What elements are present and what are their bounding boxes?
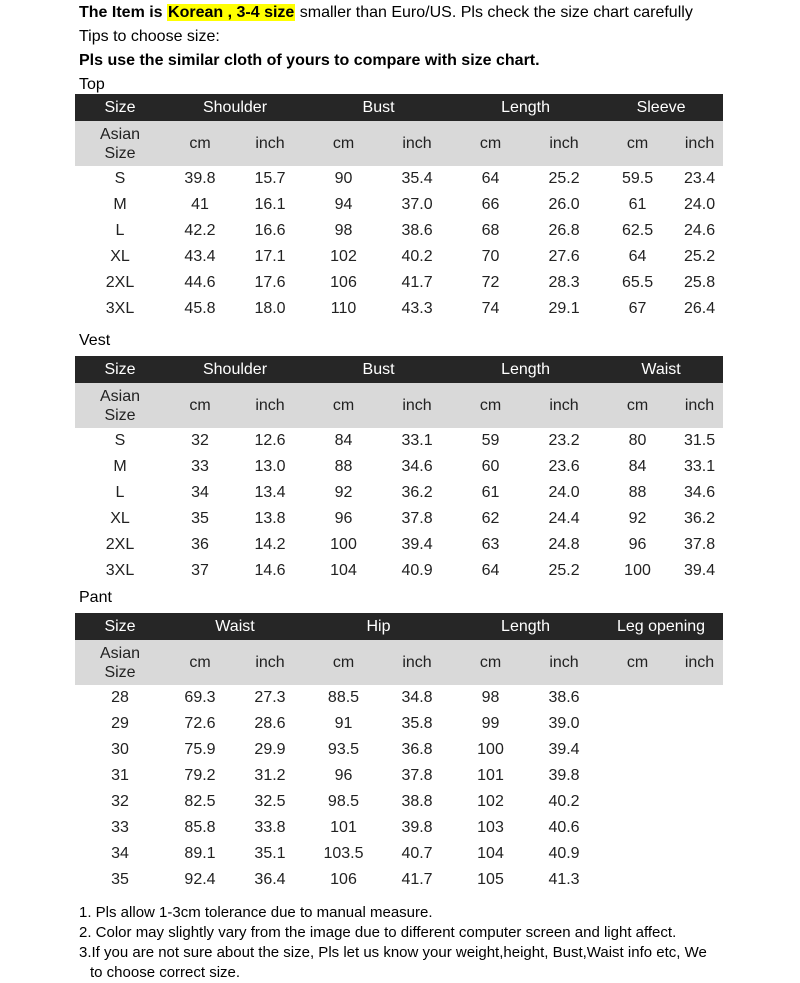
pant-value-cell: 40.9 — [548, 845, 580, 862]
top-value-cell: 26.4 — [683, 300, 716, 317]
vest-asian-size-label — [75, 383, 165, 428]
top-unit-cell: cm — [452, 121, 529, 166]
vest-value-cell: 33 — [191, 458, 209, 475]
vest-value-cell: 12.6 — [254, 432, 286, 449]
top-value-cell: 72 — [481, 274, 500, 291]
vest-value-cell: 33.1 — [683, 458, 716, 475]
pant-data-row — [75, 737, 723, 763]
vest-value-cell: 34.6 — [401, 458, 433, 475]
top-unit-cell: inch — [235, 121, 305, 166]
vest-value-cell: 39.4 — [401, 536, 433, 553]
vest-value-cell: 64 — [481, 562, 500, 579]
vest-value-cell: 13.0 — [254, 458, 286, 475]
note-color: 2. Color may slightly vary from the image due to different computer screen and light affect. — [79, 924, 677, 941]
top-value-cell: 45.8 — [184, 300, 216, 317]
pant-value-cell: 41.7 — [401, 871, 433, 888]
top-value-cell: 70 — [481, 248, 500, 265]
pant-value-cell: 39.8 — [548, 767, 580, 784]
pant-value-cell: 103.5 — [323, 845, 364, 862]
vest-size-cell: 2XL — [105, 536, 135, 553]
vest-header-cell: Length — [452, 356, 599, 383]
vest-value-cell: 96 — [334, 510, 353, 527]
pant-value-cell — [676, 737, 723, 763]
pant-value-cell — [599, 841, 676, 867]
pant-size-table — [75, 613, 723, 893]
note-contact: 3.If you are not sure about the size, Pls let us know your weight,height, Bust,Waist info etc, We — [79, 944, 707, 961]
vest-value-cell: 24.0 — [548, 484, 580, 501]
vest-value-cell: 33.1 — [401, 432, 433, 449]
top-value-cell: 62.5 — [621, 222, 654, 239]
vest-value-cell: 14.2 — [254, 536, 286, 553]
vest-value-cell: 35 — [191, 510, 209, 527]
pant-value-cell: 98.5 — [327, 793, 360, 810]
top-size-cell: 2XL — [105, 274, 135, 291]
pant-value-cell: 92.4 — [184, 871, 216, 888]
pant-value-cell — [676, 763, 723, 789]
vest-value-cell: 37 — [191, 562, 209, 579]
vest-value-cell: 13.4 — [254, 484, 286, 501]
vest-data-row — [75, 532, 723, 558]
vest-value-cell: 24.4 — [548, 510, 580, 527]
top-value-cell: 24.0 — [683, 196, 716, 213]
pant-value-cell — [599, 685, 676, 711]
pant-value-cell — [676, 841, 723, 867]
pant-value-cell: 29.9 — [254, 741, 286, 758]
pant-value-cell: 35.8 — [401, 715, 433, 732]
top-value-cell: 23.4 — [683, 170, 716, 187]
vest-value-cell: 25.2 — [548, 562, 580, 579]
top-value-cell: 17.6 — [254, 274, 286, 291]
vest-value-cell: 23.2 — [548, 432, 580, 449]
pant-value-cell: 39.8 — [401, 819, 433, 836]
pant-value-cell: 39.0 — [548, 715, 580, 732]
vest-unit-cell: cm — [452, 383, 529, 428]
vest-unit-cell: cm — [599, 383, 676, 428]
pant-value-cell: 40.7 — [401, 845, 433, 862]
pant-value-cell: 36.8 — [401, 741, 433, 758]
vest-value-cell: 32 — [191, 432, 209, 449]
top-value-cell: 67 — [628, 300, 647, 317]
pant-value-cell: 31.2 — [254, 767, 286, 784]
top-size-cell: 3XL — [105, 300, 135, 317]
pant-unit-cell: inch — [235, 640, 305, 685]
pant-unit-cell: cm — [305, 640, 382, 685]
vest-value-cell: 36.2 — [683, 510, 716, 527]
top-value-cell: 29.1 — [548, 300, 580, 317]
pant-value-cell: 103 — [477, 819, 504, 836]
vest-size-cell: L — [115, 484, 125, 501]
pant-unit-cell: inch — [382, 640, 452, 685]
pant-value-cell: 79.2 — [184, 767, 216, 784]
pant-unit-cell: cm — [165, 640, 235, 685]
top-value-cell: 28.3 — [548, 274, 580, 291]
top-unit-cell: inch — [529, 121, 599, 166]
pant-value-cell: 93.5 — [327, 741, 360, 758]
top-value-cell: 43.3 — [401, 300, 433, 317]
top-section-label: Top — [79, 76, 105, 93]
vest-value-cell: 40.9 — [401, 562, 433, 579]
pant-unit-cell: inch — [529, 640, 599, 685]
pant-header-cell: Leg opening — [599, 613, 723, 640]
pant-value-cell: 82.5 — [184, 793, 216, 810]
top-value-cell: 37.0 — [401, 196, 433, 213]
top-value-cell: 42.2 — [184, 222, 216, 239]
pant-value-cell — [599, 867, 676, 893]
top-value-cell: 26.8 — [548, 222, 580, 239]
vest-value-cell: 100 — [624, 562, 651, 579]
vest-unit-cell: cm — [165, 383, 235, 428]
item-prefix: The Item is — [79, 4, 163, 21]
vest-unit-cell: inch — [382, 383, 452, 428]
vest-data-row — [75, 558, 723, 584]
vest-value-cell: 62 — [481, 510, 500, 527]
top-value-cell: 24.6 — [683, 222, 716, 239]
pant-data-row — [75, 763, 723, 789]
vest-unit-cell: inch — [676, 383, 723, 428]
pant-data-row — [75, 711, 723, 737]
vest-unit-cell: cm — [305, 383, 382, 428]
note-contact-cont: to choose correct size. — [90, 964, 241, 981]
top-data-row — [75, 218, 723, 244]
top-header-cell: Shoulder — [165, 94, 305, 121]
pant-value-cell: 99 — [481, 715, 500, 732]
pant-unit-cell: cm — [599, 640, 676, 685]
vest-value-cell: 60 — [481, 458, 500, 475]
top-value-cell: 74 — [481, 300, 500, 317]
vest-size-cell: 3XL — [105, 562, 135, 579]
top-size-cell: L — [115, 222, 125, 239]
vest-value-cell: 31.5 — [683, 432, 716, 449]
vest-value-cell: 63 — [481, 536, 500, 553]
pant-value-cell: 38.6 — [548, 689, 580, 706]
vest-value-cell: 88 — [628, 484, 647, 501]
pant-value-cell — [676, 685, 723, 711]
vest-header-cell: Waist — [599, 356, 723, 383]
asian-label: Asian — [99, 125, 141, 143]
pant-size-cell: 35 — [111, 871, 129, 888]
top-value-cell: 27.6 — [548, 248, 580, 265]
vest-unit-cell: inch — [235, 383, 305, 428]
top-unit-cell: cm — [599, 121, 676, 166]
top-value-cell: 65.5 — [621, 274, 654, 291]
top-value-cell: 16.1 — [254, 196, 286, 213]
pant-asian-size-label — [75, 640, 165, 685]
top-data-row — [75, 296, 723, 322]
vest-header-cell: Shoulder — [165, 356, 305, 383]
vest-value-cell: 37.8 — [401, 510, 433, 527]
pant-value-cell: 72.6 — [184, 715, 216, 732]
pant-unit-cell: cm — [452, 640, 529, 685]
top-value-cell: 43.4 — [184, 248, 216, 265]
vest-value-cell: 104 — [330, 562, 357, 579]
pant-value-cell: 100 — [477, 741, 504, 758]
vest-value-cell: 14.6 — [254, 562, 286, 579]
pant-value-cell: 91 — [334, 715, 353, 732]
pant-size-cell: 32 — [111, 793, 129, 810]
vest-size-table — [75, 356, 723, 584]
pant-unit-row — [75, 640, 723, 685]
pant-value-cell: 101 — [330, 819, 357, 836]
pant-size-cell: 33 — [111, 819, 129, 836]
pant-value-cell: 36.4 — [254, 871, 286, 888]
pant-size-cell: 34 — [111, 845, 129, 862]
top-value-cell: 25.2 — [683, 248, 716, 265]
pant-value-cell: 41.3 — [548, 871, 580, 888]
vest-value-cell: 39.4 — [683, 562, 716, 579]
top-value-cell: 61 — [628, 196, 647, 213]
compare-advice: Pls use the similar cloth of yours to compare with size chart. — [79, 52, 540, 69]
vest-value-cell: 59 — [481, 432, 500, 449]
top-value-cell: 25.2 — [548, 170, 580, 187]
top-value-cell: 40.2 — [401, 248, 433, 265]
pant-value-cell — [676, 867, 723, 893]
vest-unit-cell: inch — [529, 383, 599, 428]
top-value-cell: 90 — [334, 170, 353, 187]
top-value-cell: 68 — [481, 222, 500, 239]
top-unit-cell: inch — [676, 121, 723, 166]
vest-section-label: Vest — [79, 332, 111, 349]
vest-value-cell: 92 — [334, 484, 353, 501]
top-unit-cell: cm — [165, 121, 235, 166]
vest-value-cell: 80 — [628, 432, 647, 449]
vest-size-cell: S — [114, 432, 126, 449]
pant-value-cell: 28.6 — [254, 715, 286, 732]
top-size-cell: XL — [110, 248, 130, 265]
vest-value-cell: 34.6 — [683, 484, 716, 501]
top-unit-row — [75, 121, 723, 166]
pant-size-cell: 29 — [111, 715, 129, 732]
vest-value-cell: 61 — [481, 484, 500, 501]
pant-value-cell: 33.8 — [254, 819, 286, 836]
korean-size-highlight: Korean , 3-4 size — [168, 4, 295, 21]
top-header-cell: Sleeve — [599, 94, 723, 121]
vest-value-cell: 34 — [191, 484, 209, 501]
vest-value-cell: 92 — [628, 510, 647, 527]
vest-size-cell: XL — [110, 510, 130, 527]
top-value-cell: 110 — [330, 300, 357, 317]
vest-value-cell: 23.6 — [548, 458, 580, 475]
vest-data-row — [75, 506, 723, 532]
size-label: Size — [104, 406, 136, 424]
vest-unit-row — [75, 383, 723, 428]
pant-value-cell: 104 — [477, 845, 504, 862]
pant-value-cell — [676, 711, 723, 737]
pant-value-cell: 38.8 — [401, 793, 433, 810]
pant-value-cell — [676, 815, 723, 841]
top-data-row — [75, 192, 723, 218]
vest-value-cell: 84 — [628, 458, 647, 475]
top-value-cell: 44.6 — [184, 274, 216, 291]
asian-label: Asian — [99, 644, 141, 662]
top-header-cell: Size — [75, 94, 165, 121]
top-data-row — [75, 270, 723, 296]
vest-value-cell: 37.8 — [683, 536, 716, 553]
top-value-cell: 16.6 — [254, 222, 286, 239]
top-unit-cell: inch — [382, 121, 452, 166]
note-tolerance: 1. Pls allow 1-3cm tolerance due to manual measure. — [79, 904, 433, 921]
size-label: Size — [104, 663, 136, 681]
pant-value-cell: 89.1 — [184, 845, 216, 862]
pant-value-cell: 96 — [334, 767, 353, 784]
pant-value-cell: 35.1 — [254, 845, 286, 862]
vest-data-row — [75, 454, 723, 480]
top-size-cell: M — [113, 196, 127, 213]
pant-header-cell: Hip — [305, 613, 452, 640]
pant-value-cell: 98 — [481, 689, 500, 706]
pant-value-cell — [599, 763, 676, 789]
top-value-cell: 17.1 — [254, 248, 286, 265]
pant-header-cell: Length — [452, 613, 599, 640]
size-label: Size — [104, 144, 136, 162]
pant-data-row — [75, 867, 723, 893]
item-suffix: smaller than Euro/US. Pls check the size chart carefully — [299, 4, 693, 21]
vest-value-cell: 84 — [334, 432, 353, 449]
pant-value-cell — [599, 711, 676, 737]
pant-value-cell: 88.5 — [327, 689, 360, 706]
pant-size-cell: 31 — [111, 767, 129, 784]
pant-header-cell: Size — [75, 613, 165, 640]
pant-value-cell: 69.3 — [184, 689, 216, 706]
pant-value-cell: 39.4 — [548, 741, 580, 758]
top-size-table — [75, 94, 723, 322]
vest-data-row — [75, 480, 723, 506]
vest-value-cell: 96 — [628, 536, 647, 553]
pant-value-cell: 75.9 — [184, 741, 216, 758]
pant-unit-cell: inch — [676, 640, 723, 685]
top-header-cell: Bust — [305, 94, 452, 121]
vest-header-cell: Size — [75, 356, 165, 383]
pant-value-cell: 34.8 — [401, 689, 433, 706]
vest-value-cell: 36.2 — [401, 484, 433, 501]
pant-section-label: Pant — [79, 589, 112, 606]
top-value-cell: 41.7 — [401, 274, 433, 291]
pant-data-row — [75, 685, 723, 711]
vest-header-cell: Bust — [305, 356, 452, 383]
vest-value-cell: 13.8 — [254, 510, 286, 527]
top-unit-cell: cm — [305, 121, 382, 166]
pant-value-cell: 37.8 — [401, 767, 433, 784]
top-data-row — [75, 166, 723, 192]
top-value-cell: 26.0 — [548, 196, 580, 213]
pant-value-cell: 40.2 — [548, 793, 580, 810]
top-value-cell: 98 — [334, 222, 353, 239]
vest-size-cell: M — [113, 458, 127, 475]
top-value-cell: 94 — [334, 196, 353, 213]
pant-value-cell: 27.3 — [254, 689, 286, 706]
pant-value-cell — [599, 737, 676, 763]
pant-value-cell: 101 — [477, 767, 504, 784]
top-asian-size-label — [75, 121, 165, 166]
top-value-cell: 64 — [628, 248, 647, 265]
top-data-row — [75, 244, 723, 270]
vest-header-row — [75, 356, 723, 383]
pant-value-cell: 85.8 — [184, 819, 216, 836]
top-header-row — [75, 94, 723, 121]
pant-data-row — [75, 815, 723, 841]
top-value-cell: 35.4 — [401, 170, 433, 187]
vest-data-row — [75, 428, 723, 454]
asian-label: Asian — [99, 387, 141, 405]
top-value-cell: 64 — [481, 170, 500, 187]
top-value-cell: 18.0 — [254, 300, 286, 317]
pant-value-cell — [599, 815, 676, 841]
pant-value-cell: 32.5 — [254, 793, 286, 810]
pant-value-cell: 102 — [477, 793, 504, 810]
pant-value-cell: 106 — [330, 871, 357, 888]
top-value-cell: 15.7 — [254, 170, 286, 187]
pant-value-cell — [599, 789, 676, 815]
pant-size-cell: 30 — [111, 741, 129, 758]
top-value-cell: 66 — [481, 196, 500, 213]
vest-value-cell: 36 — [191, 536, 209, 553]
vest-value-cell: 100 — [330, 536, 357, 553]
top-value-cell: 38.6 — [401, 222, 433, 239]
vest-value-cell: 88 — [334, 458, 353, 475]
pant-size-cell: 28 — [111, 689, 129, 706]
tips-heading: Tips to choose size: — [79, 28, 220, 45]
pant-value-cell — [676, 789, 723, 815]
top-value-cell: 41 — [191, 196, 209, 213]
pant-data-row — [75, 841, 723, 867]
top-value-cell: 39.8 — [184, 170, 216, 187]
top-value-cell: 59.5 — [621, 170, 654, 187]
vest-value-cell: 24.8 — [548, 536, 580, 553]
size-warning-line — [79, 3, 693, 23]
top-header-cell: Length — [452, 94, 599, 121]
top-value-cell: 25.8 — [683, 274, 716, 291]
pant-header-cell: Waist — [165, 613, 305, 640]
notes — [79, 903, 739, 983]
top-value-cell: 102 — [330, 248, 357, 265]
pant-value-cell: 40.6 — [548, 819, 580, 836]
pant-data-row — [75, 789, 723, 815]
top-value-cell: 106 — [330, 274, 357, 291]
top-size-cell: S — [114, 170, 126, 187]
pant-header-row — [75, 613, 723, 640]
pant-value-cell: 105 — [477, 871, 504, 888]
